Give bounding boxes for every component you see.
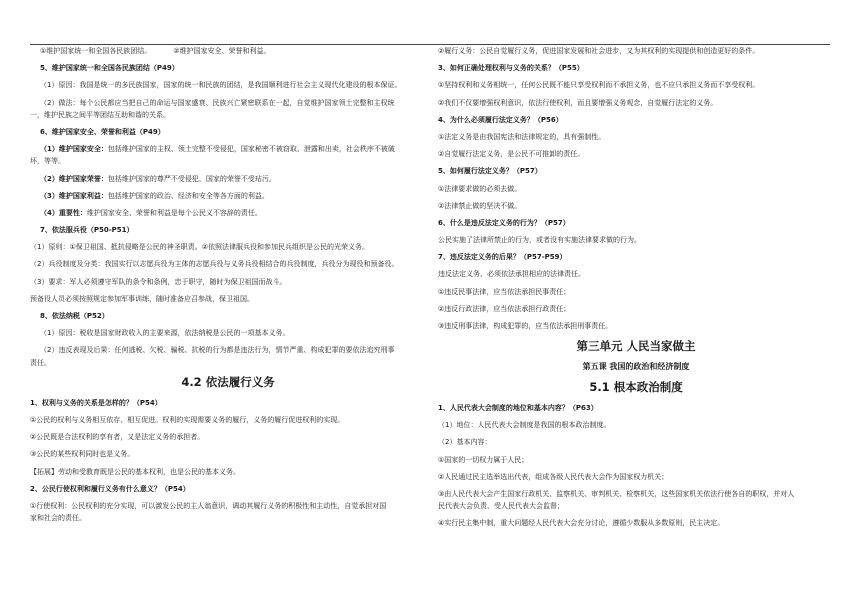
para-security-cont: 坏，等等。 — [30, 157, 65, 166]
para-npc-2: ②人民通过民主选举选出代表，组成各级人民代表大会作为国家权力机关； — [438, 472, 669, 481]
para-consequence: 违反法定义务，必须依法承担相应的法律责任。 — [438, 270, 585, 279]
para-npc-3-cont: 民代表大会负责，受人民代表大会监督； — [438, 502, 564, 511]
para-relation-2: ②公民既是合法权利的享有者，又是法定义务的承担者。 — [30, 433, 205, 442]
heading-security: 6、维护国家安全、荣誉和利益（P49） — [40, 127, 165, 136]
para-honor: （2）维护国家荣誉：包括维护国家的尊严不受侵犯，国家的荣誉不受玷污。 — [40, 174, 276, 183]
para-importance: （4）重要性：维护国家安全、荣誉和利益是每个公民义不容辞的责任。 — [40, 208, 262, 217]
para-why-2: ②自觉履行法定义务，是公民不可推卸的责任。 — [438, 150, 585, 159]
section-title-4-2: 4.2 依法履行义务 — [181, 374, 275, 389]
para-fulfill-duties: ②履行义务：公民自觉履行义务，促进国家发展和社会进步，又为其权利的实现提供和创造更好的条件。 — [438, 47, 760, 55]
heading-violation-behavior: 6、什么是违反法定义务的行为？（P57） — [438, 218, 570, 227]
right-column — [438, 46, 834, 536]
para-military-requirement: （3）要求：军人必须遵守军队的条令和条例，忠于职守，随时为保卫祖国而战斗。 — [30, 277, 287, 286]
heading-tax: 8、依法纳税（P52） — [40, 312, 109, 320]
para-unity-method: （2）做法：每个公民都应当把自己的命运与国家盛衰、民族兴亡紧密联系在一起，自觉维护国家领土完整和主权统 — [40, 98, 395, 107]
para-administrative: ②违反行政法律，应当依法承担行政责任； — [438, 304, 571, 313]
para-how-1: ①法律要求做的必须去做。 — [438, 184, 522, 193]
para-relation-3: ③公民的某些权利同时也是义务。 — [30, 450, 135, 459]
heading-violation-consequence: 7、违反法定义务的后果？（P57-P59） — [438, 253, 567, 262]
para-npc-content: （2）基本内容： — [438, 438, 492, 447]
para-relation-1: ①公民的权利与义务相互依存、相互促进。权利的实现需要义务的履行，义务的履行促进权利的实现。 — [30, 415, 345, 424]
para-tax-violation: （2）违反表现及后果：任何逃税、欠税、骗税、抗税的行为都是违法行为，情节严重、构成犯罪的要依法追究刑事 — [40, 346, 395, 355]
heading-why-duties: 4、为什么必须履行法定义务？（P56） — [438, 115, 563, 124]
para-handle-2: ②我们不仅要增强权利意识，依法行使权利，而且要增强义务观念，自觉履行法定的义务。 — [438, 98, 718, 107]
para-violation-behavior: 公民实施了法律所禁止的行为，或者没有实施法律要求做的行为。 — [438, 236, 641, 245]
para-criminal: ③违反刑事法律，构成犯罪的，应当依法承担刑事责任。 — [438, 322, 613, 330]
para-reserve: 预备役人员必须按照规定参加军事训练，随时准备应召参战，保卫祖国。 — [30, 294, 254, 303]
lesson-title: 第五课 我国的政治和经济制度 — [582, 362, 690, 371]
section-title-5-1: 5.1 根本政治制度 — [589, 380, 683, 394]
left-column — [30, 46, 426, 530]
para-tax-reason: （1）原因：税收是国家财政收入的主要来源，依法纳税是公民的一项基本义务。 — [40, 329, 290, 338]
para-npc-1: ①国家的一切权力属于人民； — [438, 455, 529, 464]
para-unity-method-cont: 一，维护民族之间平等团结互助和谐的关系。 — [30, 110, 170, 119]
heading-how-duties: 5、如何履行法定义务？（P57） — [438, 167, 542, 176]
top-rule — [30, 44, 830, 45]
heading-handle-relation: 3、如何正确处理权利与义务的关系？（P55） — [438, 64, 584, 73]
para-military-principle: （1）原则：①保卫祖国、抵抗侵略是公民的神圣职责。②依照法律服兵役和参加民兵组织是公民的光荣义务。 — [30, 243, 370, 252]
para-handle-1: ①坚持权利和义务相统一，任何公民既不能只享受权利而不承担义务，也不应只承担义务而不享受权利。 — [438, 81, 760, 90]
para-exercise-rights-cont: 家和社会的责任。 — [30, 514, 86, 523]
item-unity: ①维护国家统一和全国各民族团结。 ②维护国家安全、荣誉和利益。 — [40, 47, 271, 55]
para-civil: ①违反民事法律，应当依法承担民事责任； — [438, 287, 571, 296]
para-tax-violation-cont: 责任。 — [30, 358, 51, 367]
heading-unity: 5、维护国家统一和全国各民族团结（P49） — [40, 64, 179, 73]
para-npc-4: ④实行民主集中制，重大问题经人民代表大会充分讨论，遵循少数服从多数原则，民主决定。 — [438, 519, 725, 528]
para-how-2: ②法律禁止做的坚决不做。 — [438, 201, 522, 210]
heading-rights-duties-relation: 1、权利与义务的关系是怎样的？（P54） — [30, 398, 162, 407]
para-npc-3: ③由人民代表大会产生国家行政机关、监察机关、审判机关、检察机关，这些国家机关依法行使各自的职权，并对人 — [438, 489, 795, 498]
para-military-system: （2）兵役制度及分类：我国实行以志愿兵役为主体的志愿兵役与义务兵役相结合的兵役制度，兵役分为现役和预备役。 — [30, 260, 399, 269]
para-security: （1）维护国家安全：包括维护国家的主权、领土完整不受侵犯，国家秘密不被窃取、泄露和出卖，社会秩序不被破 — [40, 145, 395, 154]
para-extension: 【拓展】劳动和受教育既是公民的基本权利，也是公民的基本义务。 — [30, 467, 240, 476]
heading-military: 7、依法服兵役（P50-P51） — [40, 226, 134, 235]
heading-significance: 2、公民行使权利和履行义务有什么意义？（P54） — [30, 484, 190, 493]
para-unity-reason: （1）原因：我国是统一的多民族国家，国家的统一和民族的团结，是我国顺利进行社会主义现代化建设的根本保证。 — [40, 81, 402, 90]
para-exercise-rights: ①行使权利：公民权利的充分实现，可以激发公民的主人翁意识，调动其履行义务的积极性和主动性，自觉承担对国 — [30, 501, 387, 510]
para-npc-status: （1）地位：人民代表大会制度是我国的根本政治制度。 — [438, 421, 611, 430]
para-interest: （3）维护国家利益：包括维护国家的政治、经济和安全等各方面的利益。 — [40, 191, 269, 200]
heading-npc-system: 1、人民代表大会制度的地位和基本内容？（P63） — [438, 404, 598, 412]
para-why-1: ①法定义务是由我国宪法和法律规定的，具有强制性。 — [438, 132, 606, 141]
unit-title: 第三单元 人民当家做主 — [576, 339, 696, 353]
